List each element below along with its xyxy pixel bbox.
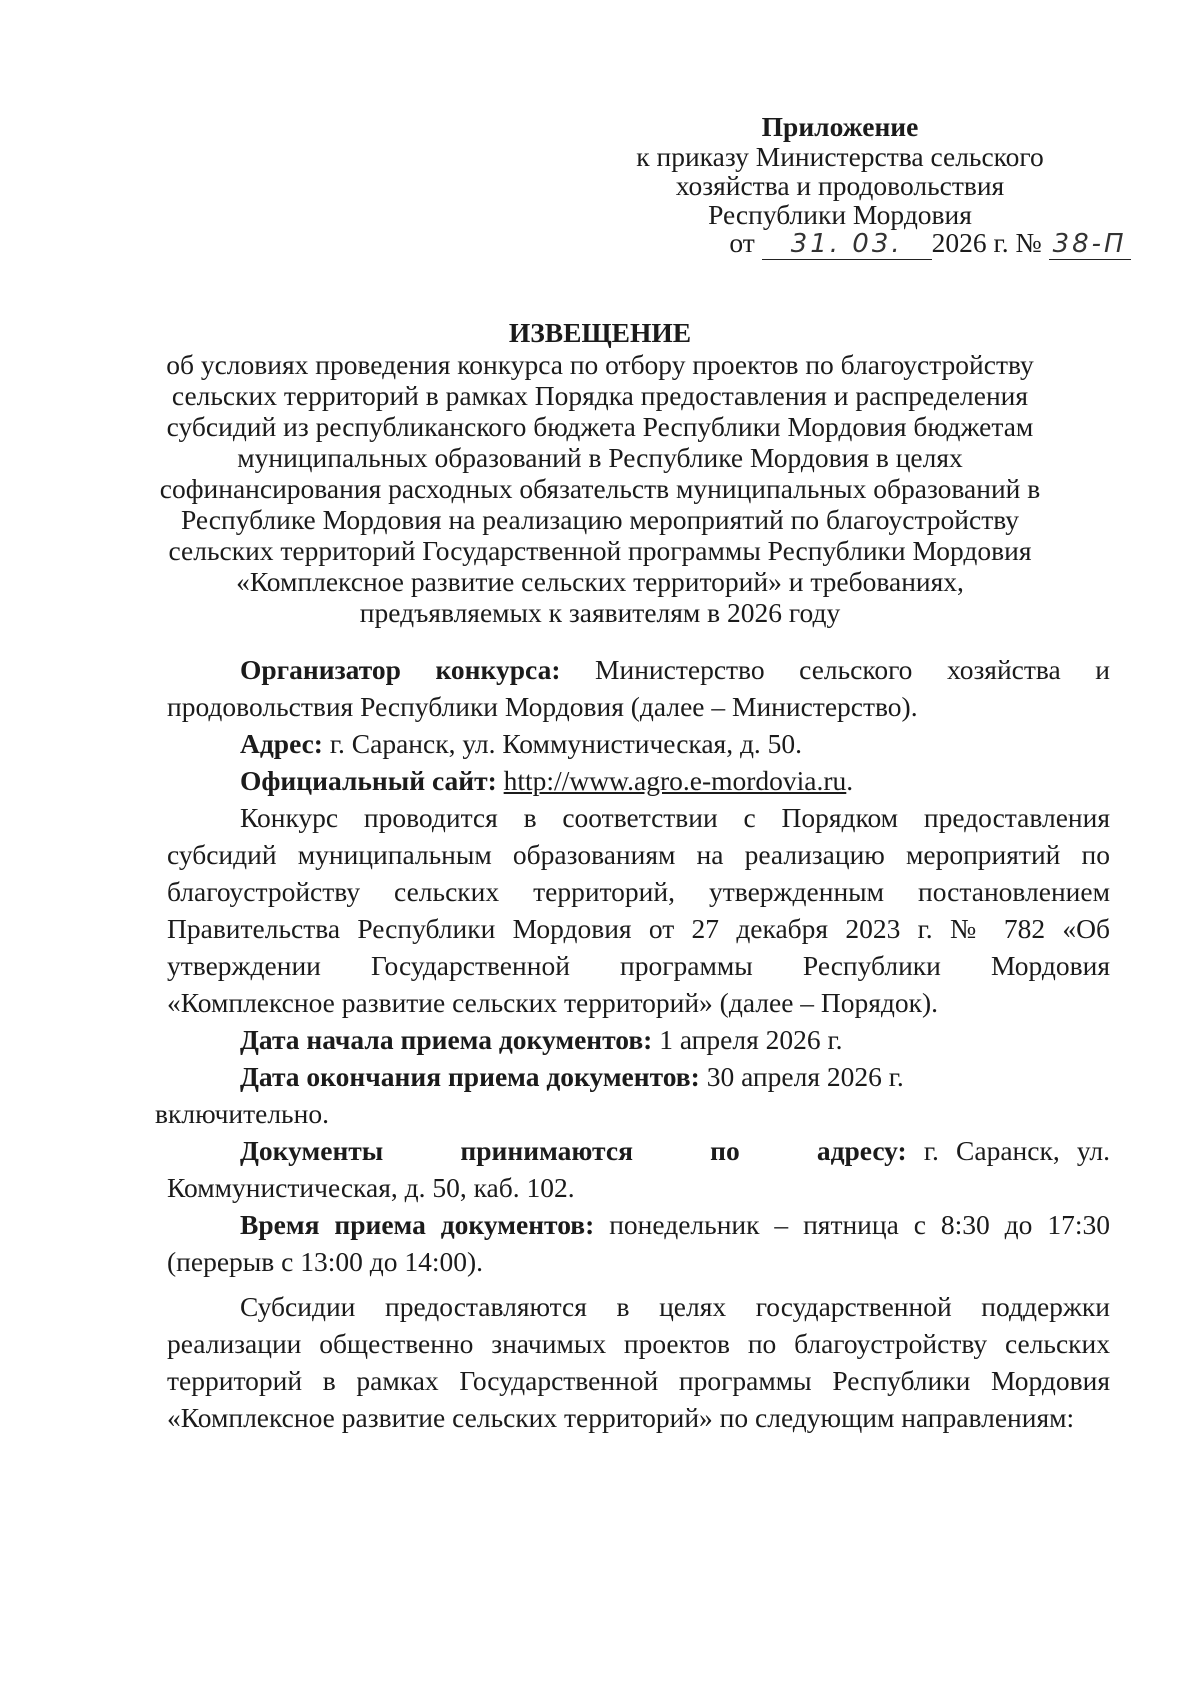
subsidy-paragraph: Субсидии предоставляются в целях государственной поддержки реализации общественно значимых проектов по благоустройству сельских территорий в рамках Государственной программы Республики Мордовия «Комплексное развитие сельских территорий» по следующим направлениям: [167, 1291, 1110, 1433]
heading-line: Республике Мордовия на реализацию мероприятий по благоустройству [180, 504, 1020, 535]
heading-line: сельских территорий в рамках Порядка предоставления и распределения [171, 380, 1029, 411]
site-label: Официальный сайт: [240, 765, 497, 796]
time-text: понедельник – пятница с 8:30 до 17:30 (перерыв с 13:00 до 14:00). [167, 1209, 1110, 1277]
organizer-label: Организатор конкурса: [240, 654, 561, 685]
contest-paragraph: Конкурс проводится в соответствии с Порядком предоставления субсидий муниципальным образованиям на реализацию мероприятий по благоустройству сельских территорий, утвержденным постановлением Правительства Республики Мордовия от 27 декабря 2023 г. № 782 «Об утверждении Государственной программы Республики Мордовия «Комплексное развитие сельских территорий» (далее – Порядок). [167, 802, 1110, 1018]
notice-title: ИЗВЕЩЕНИЕ [508, 317, 692, 348]
heading-line: об условиях проведения конкурса по отбору проектов по благоустройству [166, 349, 1034, 380]
year-text: 2026 г. № [931, 227, 1042, 258]
end-date-continuation: включительно. [155, 1098, 329, 1129]
handwritten-number: 38-П [1052, 229, 1127, 259]
address-paragraph [167, 725, 1110, 762]
organizer-paragraph [167, 651, 1110, 725]
approval-line-1: к приказу Министерства сельского [636, 141, 1044, 172]
docs-label: Документы принимаются по адресу: [240, 1135, 907, 1166]
docs-text: г. Саранск, ул. Коммунистическая, д. 50, каб. 102. [167, 1135, 1110, 1203]
heading-line: сельских территорий Государственной программы Республики Мордовия [168, 535, 1032, 566]
approval-line-2: хозяйства и продовольствия [675, 170, 1005, 201]
date-prefix: от [729, 227, 755, 258]
heading-line: субсидий из республиканского бюджета Республики Мордовия бюджетам [166, 411, 1034, 442]
official-site-link[interactable]: http://www.agro.e-mordovia.ru [503, 765, 847, 796]
start-date-paragraph [167, 1021, 1110, 1058]
heading-line: предъявляемых к заявителям в 2026 году [359, 597, 841, 628]
site-end: . [846, 765, 854, 796]
address-label: Адрес: [240, 728, 323, 759]
start-date-text: 1 апреля 2026 г. [659, 1024, 843, 1055]
time-label: Время приема документов: [240, 1209, 595, 1240]
date-blank [762, 228, 932, 260]
heading-line: софинансирования расходных обязательств муниципальных образований в [159, 473, 1041, 504]
heading-line: «Комплексное развитие сельских территорий» и требованиях, [236, 566, 964, 597]
end-date-text: 30 апреля 2026 г. [706, 1061, 904, 1092]
handwritten-date: 31. 03. [790, 229, 903, 259]
notice-heading [150, 317, 1050, 628]
notice-body [155, 651, 1111, 1436]
approval-line-3: Республики Мордовия [708, 199, 972, 230]
end-date-label: Дата окончания приема документов: [240, 1061, 700, 1092]
end-date-paragraph [167, 1058, 1110, 1095]
site-paragraph [167, 762, 1110, 799]
heading-line: муниципальных образований в Республике Мордовия в целях [237, 442, 963, 473]
start-date-label: Дата начала приема документов: [240, 1024, 653, 1055]
time-paragraph [167, 1206, 1110, 1280]
docs-paragraph [167, 1132, 1110, 1206]
organizer-text: Министерство сельского хозяйства и продовольствия Республики Мордовия (далее – Министерство). [167, 654, 1111, 722]
number-blank [1049, 228, 1131, 260]
approval-title: Приложение [761, 111, 919, 142]
approval-date-line [690, 224, 1170, 261]
address-text: г. Саранск, ул. Коммунистическая, д. 50. [329, 728, 803, 759]
